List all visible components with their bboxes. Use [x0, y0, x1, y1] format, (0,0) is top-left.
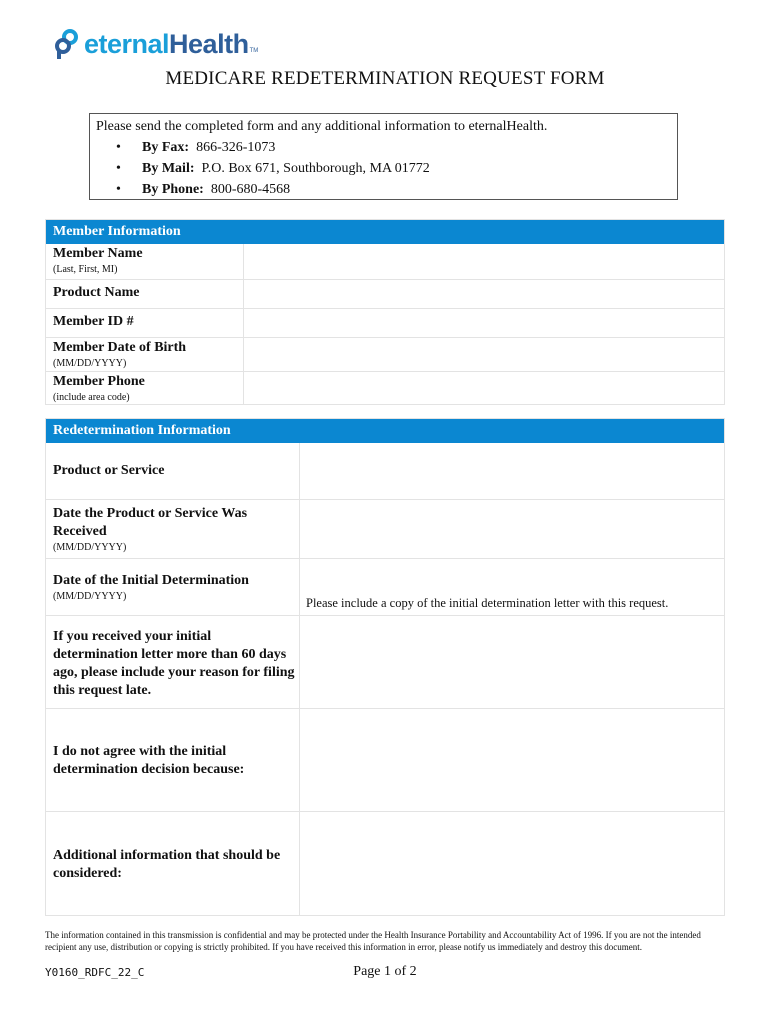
submission-methods: [96, 137, 671, 200]
submission-method-fax: • By Fax: 866-326-1073: [96, 137, 671, 158]
confidentiality-notice: The information contained in this transmission is confidential and may be protected under the Health Insurance Portability and Accountability Act of 1996. If you are not the intended recipient any use, distribution or copying is strictly prohibited. If you have received this information in error, please notify us immediately and destroy this document.: [45, 930, 701, 952]
section-header: Member Information: [46, 220, 724, 244]
disagreement-reason-row: [46, 708, 724, 811]
field-label: I do not agree with the initial determination decision because:: [46, 709, 300, 811]
section-header: Redetermination Information: [46, 419, 724, 443]
member-name-field[interactable]: [244, 244, 724, 279]
submission-method-phone: • By Phone: 800-680-4568: [96, 179, 671, 200]
member-id-field[interactable]: [244, 309, 724, 337]
late-filing-reason-field[interactable]: [300, 616, 724, 708]
member-rows: [46, 244, 724, 404]
page-number: Page 1 of 2: [353, 964, 417, 979]
field-label: Product Name: [46, 280, 244, 308]
submission-instructions: [89, 113, 678, 200]
member-name-row: [46, 244, 724, 279]
additional-information-row: [46, 811, 724, 915]
field-label: Additional information that should be considered:: [46, 812, 300, 915]
date-received-field[interactable]: [300, 500, 724, 558]
date-received-row: [46, 499, 724, 558]
disagreement-reason-field[interactable]: [300, 709, 724, 811]
logo-mark-icon: [54, 28, 80, 60]
form-code: Y0160_RDFC_22_C: [45, 966, 145, 979]
field-label: Date of the Initial Determination (MM/DD/YYYY): [46, 559, 300, 615]
late-filing-reason-row: [46, 615, 724, 708]
eternalhealth-logo: [54, 28, 258, 60]
member-dob-field[interactable]: [244, 338, 724, 371]
field-label: If you received your initial determination letter more than 60 days ago, please include your reason for filing this request late.: [46, 616, 300, 708]
redetermination-rows: [46, 443, 724, 915]
member-information-section: [45, 219, 725, 405]
field-label: Product or Service: [46, 443, 300, 499]
field-label: Member Date of Birth (MM/DD/YYYY): [46, 338, 244, 371]
member-dob-row: [46, 337, 724, 371]
product-name-row: [46, 279, 724, 308]
field-label: Member Phone (include area code): [46, 372, 244, 404]
instructions-intro: Please send the completed form and any additional information to eternalHealth.: [96, 119, 548, 134]
additional-information-field[interactable]: [300, 812, 724, 915]
product-or-service-row: [46, 443, 724, 499]
member-id-row: [46, 308, 724, 337]
product-name-field[interactable]: [244, 280, 724, 308]
logo-trademark: TM: [249, 48, 259, 54]
member-phone-row: [46, 371, 724, 404]
member-phone-field[interactable]: [244, 372, 724, 404]
field-label: Member Name (Last, First, MI): [46, 244, 244, 279]
initial-determination-date-row: [46, 558, 724, 615]
form-title: MEDICARE REDETERMINATION REQUEST FORM: [165, 68, 605, 89]
product-or-service-field[interactable]: [300, 443, 724, 499]
logo-wordmark: eternalHealth: [84, 29, 249, 59]
initial-determination-date-field[interactable]: Please include a copy of the initial determination letter with this request.: [306, 596, 669, 610]
field-label: Member ID #: [46, 309, 244, 337]
field-label: Date the Product or Service Was Received (MM/DD/YYYY): [46, 500, 300, 558]
redetermination-information-section: [45, 418, 725, 916]
submission-method-mail: • By Mail: P.O. Box 671, Southborough, MA 01772: [96, 158, 671, 179]
